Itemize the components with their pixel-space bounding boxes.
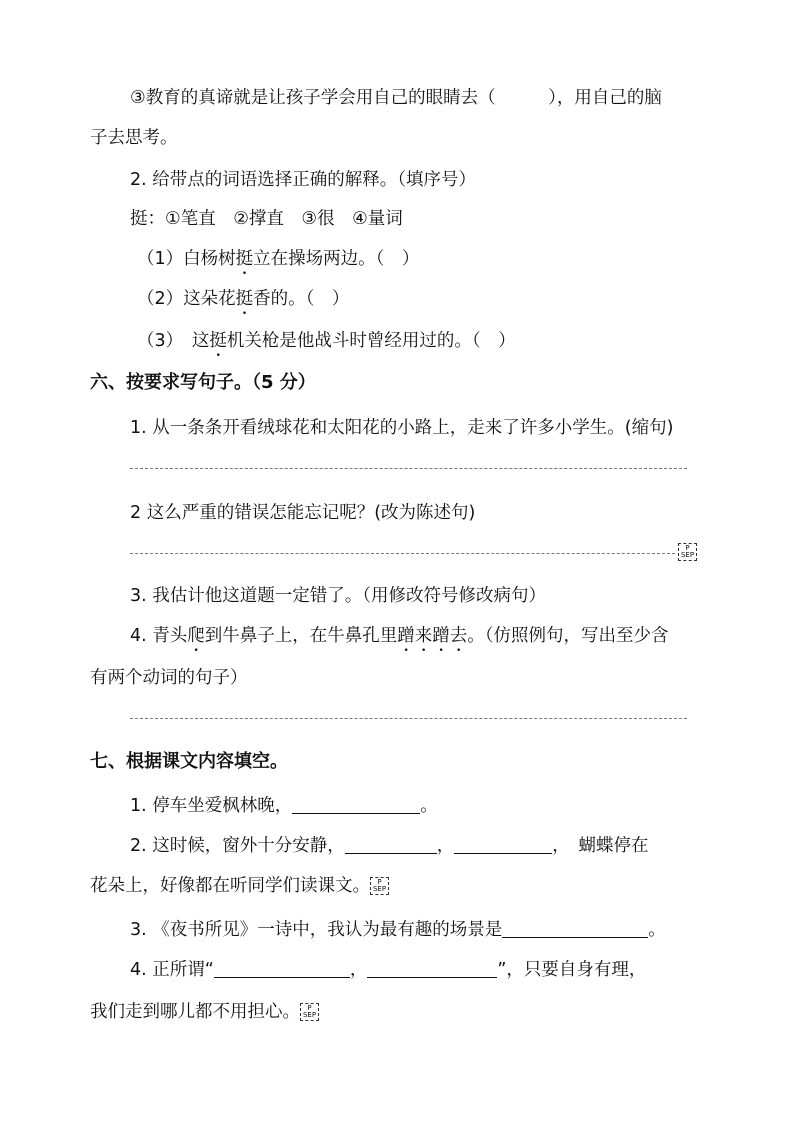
sep-mark-icon: P SEP [300,1003,319,1021]
dotted-word: 蹭来蹭去 [397,626,468,646]
q2-item-3 [137,329,516,361]
s6-q4-line1 [130,624,669,656]
item-text: 4. 青头 [130,626,188,646]
q1-3-line1: ③教育的真谛就是让孩子学会用自己的眼睛去（ ），用自己的脑 [130,88,662,108]
dotted-word: 挺 [209,331,227,351]
item-text: 1. 停车坐爱枫林晚， [130,796,293,816]
item-text: ， [349,960,368,980]
item-text: 我们走到哪儿都不用担心。 [90,1002,300,1022]
answer-line[interactable] [130,553,675,554]
s7-q2-line1 [130,834,649,858]
fill-blank[interactable] [367,959,497,978]
fill-blank[interactable] [292,795,420,814]
item-text: ”，只要自身有理， [497,960,647,980]
s6-q1: 1. 从一条条开看绒球花和太阳花的小路上，走来了许多小学生。(缩句) [130,418,674,438]
s6-q4-line2: 有两个动词的句子） [90,668,248,688]
q2-title: 2. 给带点的词语选择正确的解释。（填序号） [130,170,477,190]
item-text: 2. 这时候，窗外十分安静， [130,836,345,856]
dotted-word: 挺 [235,249,254,269]
item-text: 机关枪是他战斗时曾经用过的。（ ） [226,331,516,351]
section7-heading: 七、根据课文内容填空。 [90,751,288,772]
item-text: 。 [648,920,666,940]
item-text: ， 蝴蝶停在 [552,836,649,856]
sep-mark-icon: P SEP [678,543,697,561]
fill-blank[interactable] [502,919,648,938]
s7-q1 [130,794,438,818]
dotted-word: 爬 [187,626,205,646]
item-text: 花朵上，好像都在听同学们读课文。 [90,876,370,896]
dotted-word: 挺 [235,289,254,309]
fill-blank[interactable] [214,959,350,978]
item-text: 4. 正所谓“ [130,960,214,980]
fill-blank[interactable] [454,835,552,854]
item-text: 3. 《夜书所见》一诗中，我认为最有趣的场景是 [130,920,503,940]
item-text: （1）白杨树 [137,249,236,269]
s6-q2: 2 这么严重的错误怎能忘记呢？(改为陈述句) [130,503,476,523]
s7-q3 [130,918,666,942]
item-text: 香的。（ ） [253,289,350,309]
s7-q2-line2 [90,874,389,898]
item-text: ， [436,836,455,856]
answer-line[interactable] [130,718,687,719]
item-text: 。 [420,796,438,816]
s7-q4-line1 [130,958,646,982]
q2-item-1 [137,247,419,279]
item-text: （2）这朵花 [137,289,236,309]
q2-options: 挺：①笔直 ②撑直 ③很 ④量词 [130,209,403,229]
item-text: 立在操场两边。（ ） [253,249,420,269]
s6-q3: 3. 我估计他这道题一定错了。（用修改符号修改病句） [130,586,547,606]
sep-mark-icon: P SEP [370,877,389,895]
item-text: 到牛鼻子上，在牛鼻孔里 [204,626,398,646]
q1-3-line2: 子去思考。 [90,128,178,148]
item-text: 。（仿照例句，写出至少含 [467,626,669,646]
item-text: （3） 这 [137,331,210,351]
s7-q4-line2 [90,1000,319,1024]
section6-heading: 六、按要求写句子。（5 分） [90,372,316,393]
q2-item-2 [137,287,349,319]
fill-blank[interactable] [345,835,437,854]
answer-line[interactable] [130,468,687,469]
